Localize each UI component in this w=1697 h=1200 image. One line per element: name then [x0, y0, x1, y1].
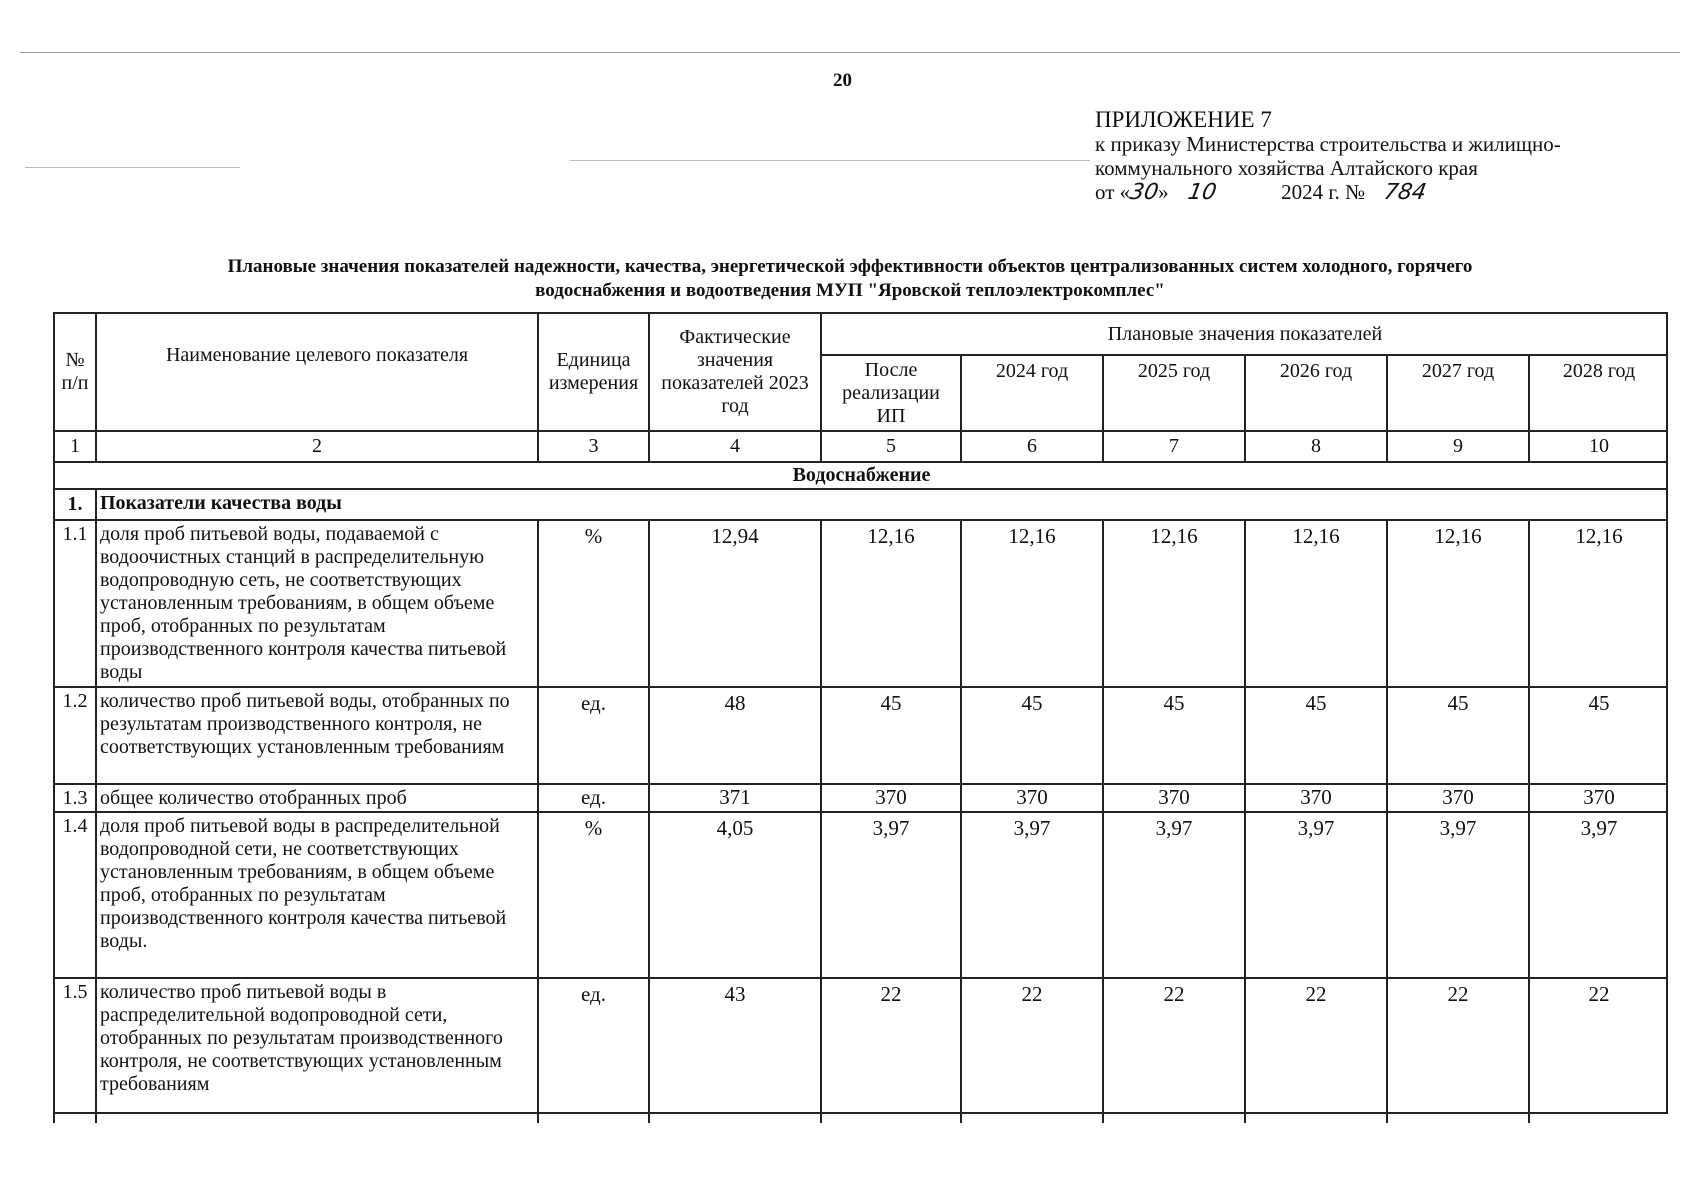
value-actual-2023: 4,05 — [648, 811, 820, 977]
value-2024: 3,97 — [960, 811, 1102, 977]
value-2026: 45 — [1244, 686, 1386, 783]
column-number: 1 — [53, 430, 95, 461]
value-after-ip: 370 — [820, 783, 960, 811]
value-2026: 22 — [1244, 977, 1386, 1123]
column-number: 3 — [537, 430, 648, 461]
header-num: № п/п — [53, 312, 95, 430]
appendix-title: ПРИЛОЖЕНИЕ 7 — [1095, 107, 1272, 132]
appendix-header — [1095, 108, 1561, 205]
group-name: Показатели качества воды — [95, 488, 1668, 519]
row-num: 1.1 — [53, 519, 95, 686]
row-num: 1.4 — [53, 811, 95, 977]
row-num: 1.3 — [53, 783, 95, 811]
appendix-order-line: к приказу Министерства строительства и жилищно- — [1095, 132, 1561, 156]
scan-line — [25, 167, 240, 168]
row-name: общее количество отобранных проб — [95, 783, 537, 811]
column-number: 7 — [1102, 430, 1244, 461]
value-2024: 370 — [960, 783, 1102, 811]
row-unit: % — [537, 811, 648, 977]
value-2028: 22 — [1528, 977, 1668, 1123]
column-number: 9 — [1386, 430, 1528, 461]
value-2024: 45 — [960, 686, 1102, 783]
value-2024: 22 — [960, 977, 1102, 1123]
value-2027: 45 — [1386, 686, 1528, 783]
header-2026: 2026 год — [1244, 354, 1386, 430]
date-year: 2024 г. № — [1281, 180, 1366, 204]
row-unit: % — [537, 519, 648, 686]
order-number: 784 — [1382, 180, 1429, 205]
column-number: 5 — [820, 430, 960, 461]
date-day: 30 — [1128, 180, 1161, 205]
scan-line — [570, 160, 1090, 161]
value-2025: 12,16 — [1102, 519, 1244, 686]
column-number: 10 — [1528, 430, 1668, 461]
value-after-ip: 45 — [820, 686, 960, 783]
header-unit: Единица измерения — [537, 312, 648, 430]
header-actual-2023: Фактические значения показателей 2023 год — [648, 312, 820, 430]
row-unit: ед. — [537, 977, 648, 1123]
header-2024: 2024 год — [960, 354, 1102, 430]
value-2025: 22 — [1102, 977, 1244, 1123]
group-num: 1. — [53, 488, 95, 519]
scan-line — [20, 52, 1680, 53]
value-2028: 3,97 — [1528, 811, 1668, 977]
value-2027: 3,97 — [1386, 811, 1528, 977]
row-name: доля проб питьевой воды в распределительной водопроводной сети, не соответствующих установленным требованиям, в общем объеме проб, отобранных по результатам производственного контроля качества питьевой воды. — [95, 811, 537, 977]
value-after-ip: 12,16 — [820, 519, 960, 686]
value-2028: 45 — [1528, 686, 1668, 783]
header-2025: 2025 год — [1102, 354, 1244, 430]
value-2026: 370 — [1244, 783, 1386, 811]
value-after-ip: 22 — [820, 977, 960, 1123]
value-2025: 370 — [1102, 783, 1244, 811]
header-planned: Плановые значения показателей — [820, 312, 1668, 354]
value-after-ip: 3,97 — [820, 811, 960, 977]
row-num: 1.5 — [53, 977, 95, 1123]
date-prefix: от « — [1095, 180, 1131, 204]
row-name: количество проб питьевой воды в распределительной водопроводной сети, отобранных по результатам производственного контроля, не соответствующих установленным требованиям — [95, 977, 537, 1123]
row-unit: ед. — [537, 783, 648, 811]
value-actual-2023: 43 — [648, 977, 820, 1123]
title-line-1: Плановые значения показателей надежности, качества, энергетической эффективности объектов централизованных систем холодного, горячего — [227, 256, 1473, 277]
header-name: Наименование целевого показателя — [95, 312, 537, 430]
value-actual-2023: 371 — [648, 783, 820, 811]
row-unit: ед. — [537, 686, 648, 783]
value-2028: 12,16 — [1528, 519, 1668, 686]
date-month: 10 — [1185, 180, 1219, 205]
date-mid: » — [1158, 180, 1169, 204]
column-number: 8 — [1244, 430, 1386, 461]
column-number: 4 — [648, 430, 820, 461]
header-after-ip: После реализации ИП — [820, 354, 960, 430]
appendix-ministry-line: коммунального хозяйства Алтайского края — [1095, 156, 1478, 180]
value-2027: 12,16 — [1386, 519, 1528, 686]
column-number: 6 — [960, 430, 1102, 461]
value-2024: 12,16 — [960, 519, 1102, 686]
section-title: Водоснабжение — [53, 461, 1668, 488]
row-name: доля проб питьевой воды, подаваемой с водоочистных станций в распределительную водопроводную сеть, не соответствующих установленным требованиям, в общем объеме проб, отобранных по результатам производственного контроля качества питьевой воды — [95, 519, 537, 686]
value-actual-2023: 48 — [648, 686, 820, 783]
value-2026: 3,97 — [1244, 811, 1386, 977]
header-2028: 2028 год — [1528, 354, 1668, 430]
document-title — [110, 255, 1590, 303]
column-number: 2 — [95, 430, 537, 461]
row-name: количество проб питьевой воды, отобранных по результатам производственного контроля, не соответствующих установленным требованиям — [95, 686, 537, 783]
value-2027: 370 — [1386, 783, 1528, 811]
header-2027: 2027 год — [1386, 354, 1528, 430]
title-line-2: водоснабжения и водоотведения МУП "Яровской теплоэлектрокомплес" — [535, 280, 1165, 301]
value-2028: 370 — [1528, 783, 1668, 811]
appendix-date-line — [1095, 180, 1561, 205]
row-num: 1.2 — [53, 686, 95, 783]
value-2025: 45 — [1102, 686, 1244, 783]
indicators-table — [53, 312, 1668, 1114]
value-2026: 12,16 — [1244, 519, 1386, 686]
value-2025: 3,97 — [1102, 811, 1244, 977]
value-actual-2023: 12,94 — [648, 519, 820, 686]
page-number: 20 — [833, 70, 852, 91]
value-2027: 22 — [1386, 977, 1528, 1123]
